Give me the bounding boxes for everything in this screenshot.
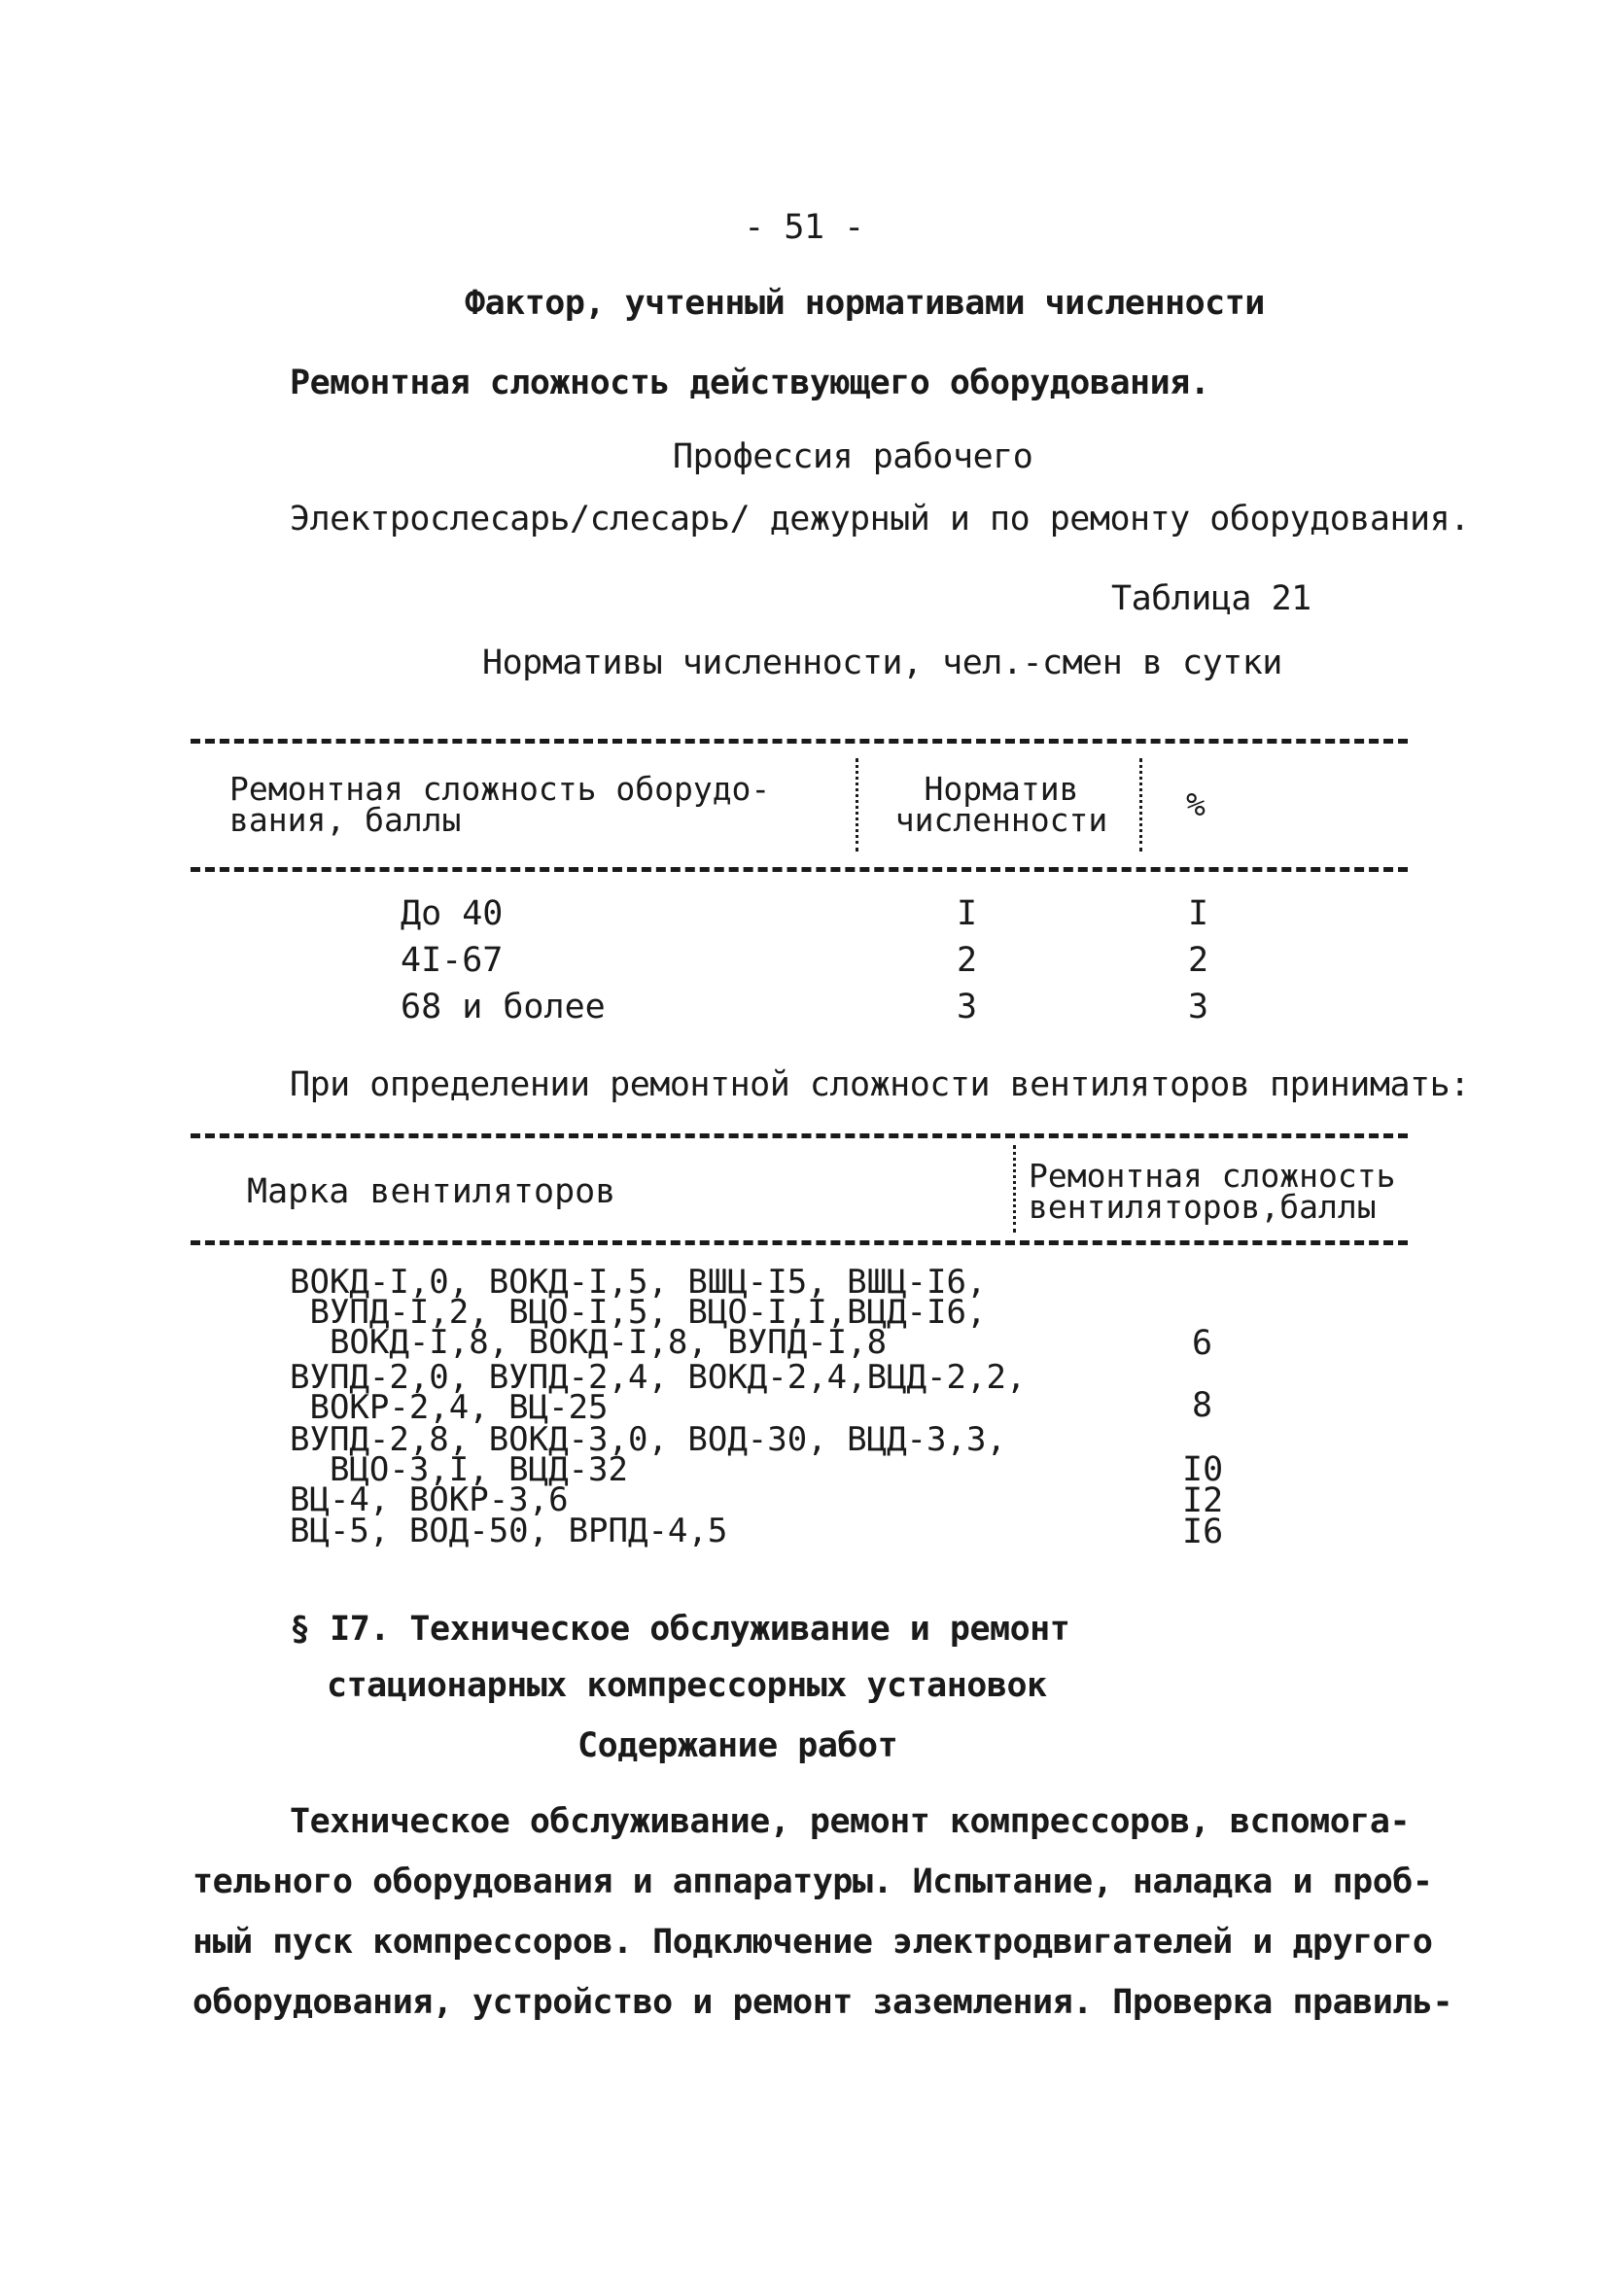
body-line-2: тельного оборудования и аппаратуры. Испытание, наладка и проб-: [192, 1862, 1433, 1901]
page-number: - 51 -: [744, 208, 864, 247]
table1-header-rule: [191, 867, 1408, 872]
section-heading-line-1: § I7. Техническое обслуживание и ремонт: [290, 1610, 1070, 1649]
table1-top-rule: [191, 739, 1408, 744]
table2-row-1-brand: ВОКД-I,0, ВОКД-I,5, ВШЦ-I5, ВШЦ-I6, ВУПД-I,2, ВЦО-I,5, ВЦО-I,I,ВЦД-I6, ВОКД-I,8, ВОКД-I,8, ВУПД-I,8: [290, 1263, 987, 1362]
table2-row-2-value: 8: [1192, 1386, 1213, 1425]
table1-row-3-norm: 3: [957, 988, 978, 1026]
body-line-4: оборудования, устройство и ремонт заземления. Проверка правиль-: [192, 1983, 1453, 2022]
table2-row-4-brand: ВЦ-4, ВОКР-3,6: [290, 1480, 569, 1519]
table1-row-3-pct: 3: [1188, 988, 1209, 1026]
table2-row-1-value: 6: [1192, 1324, 1213, 1363]
table2-row-2-brand: ВУПД-2,0, ВУПД-2,4, ВОКД-2,4,ВЦД-2,2, ВОКР-2,4, ВЦ-25: [290, 1358, 1027, 1427]
table2-row-5-value: I6: [1182, 1513, 1224, 1551]
factor-value: Ремонтная сложность действующего оборудования.: [290, 364, 1210, 402]
table2-top-rule: [191, 1133, 1408, 1138]
table1-row-2-range: 4I-67: [401, 941, 504, 980]
table2-row-4-value: I2: [1182, 1481, 1224, 1520]
table2-header-rule: [191, 1240, 1408, 1245]
table2-row-3-value: I0: [1182, 1450, 1224, 1489]
table2-separator: [1013, 1145, 1016, 1233]
table-label: Таблица 21: [1111, 579, 1311, 618]
table-title: Нормативы численности, чел.-смен в сутки: [482, 644, 1282, 682]
table2-header-brand: Марка вентиляторов: [247, 1172, 616, 1211]
table2-row-3-brand: ВУПД-2,8, ВОКД-3,0, ВОД-30, ВЦД-3,3, ВЦО-3,I, ВЦД-32: [290, 1420, 1006, 1489]
factor-line: Фактор, учтенный нормативами численности: [465, 284, 1265, 323]
section-heading-line-2: стационарных компрессорных установок: [327, 1666, 1047, 1705]
table1-row-3-range: 68 и более: [401, 988, 606, 1026]
table1-row-1-range: До 40: [401, 894, 504, 933]
table1-row-1-norm: I: [957, 894, 978, 933]
body-line-1: Техническое обслуживание, ремонт компрессоров, вспомога-: [290, 1802, 1411, 1841]
body-line-3: ный пуск компрессоров. Подключение электродвигателей и другого: [192, 1923, 1433, 1962]
work-content-heading: Содержание работ: [577, 1726, 898, 1765]
fans-intro: При определении ремонтной сложности вентиляторов принимать:: [290, 1065, 1470, 1104]
table2-header-value: Ремонтная сложность вентиляторов,баллы: [1029, 1157, 1396, 1226]
table1-row-2-pct: 2: [1188, 941, 1209, 980]
table1-row-2-norm: 2: [957, 941, 978, 980]
table1-header-percent: %: [1186, 785, 1206, 823]
profession-value: Электрослесарь/слесарь/ дежурный и по ремонту оборудования.: [290, 500, 1470, 539]
table1-header-range: Ремонтная сложность оборудо- вания, баллы: [229, 770, 771, 839]
profession-heading: Профессия рабочего: [673, 437, 1033, 476]
table1-row-1-pct: I: [1188, 894, 1209, 933]
table1-separator-2: [1139, 758, 1142, 852]
table2-row-5-brand: ВЦ-5, ВОД-50, ВРПД-4,5: [290, 1512, 728, 1550]
table1-separator-1: [856, 758, 858, 852]
table1-header-norm: Норматив численности: [894, 770, 1108, 839]
